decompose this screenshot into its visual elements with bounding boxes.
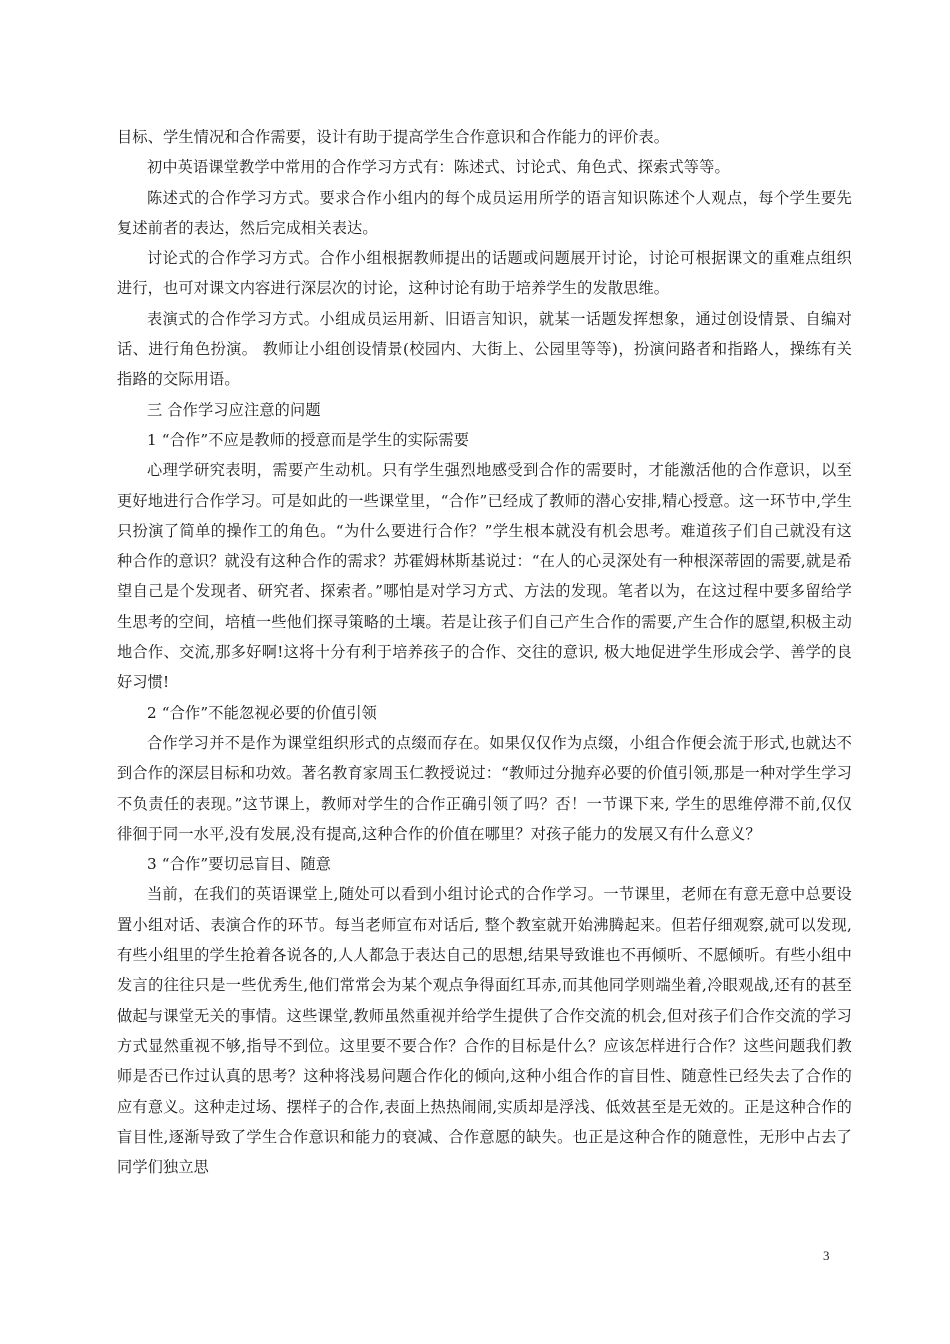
- page-number: 3: [823, 1248, 830, 1263]
- paragraph: 陈述式的合作学习方式。要求合作小组内的每个成员运用所学的语言知识陈述个人观点，每个学生要先复述前者的表达，然后完成相关表达。: [117, 188, 852, 237]
- paragraph: 讨论式的合作学习方式。合作小组根据教师提出的话题或问题展开讨论，讨论可根据课文的重难点组织进行，也可对课文内容进行深层次的讨论，这种讨论有助于培养学生的发散思维。: [117, 249, 852, 298]
- paragraph: 初中英语课堂教学中常用的合作学习方式有：陈述式、讨论式、角色式、探索式等等。: [147, 158, 730, 177]
- subsection-heading: 3 “合作”要切忌盲目、随意: [147, 855, 331, 874]
- paragraph: 目标、学生情况和合作需要，设计有助于提高学生合作意识和合作能力的评价表。: [117, 128, 670, 146]
- subsection-heading: 1 “合作”不应是教师的授意而是学生的实际需要: [147, 430, 470, 449]
- subsection-heading: 2 “合作”不能忽视必要的价值引领: [147, 703, 378, 722]
- paragraph: 合作学习并不是作为课堂组织形式的点缀而存在。如果仅仅作为点缀，小组合作便会流于形式,也就达不到合作的深层目标和功效。著名教育家周玉仁教授说过：“教师过分抛弃必要的价值引领,那是一种对学生学习不负责任的表现。”这节课上，教师对学生的合作正确引领了吗？否！一节课下来, 学生的思维停滞不前,仅仅徘徊于同一水平,没有发展,没有提高,这种合作的价值在哪里？对孩子能力的发展又有什么意义？: [117, 733, 852, 843]
- paragraph: 当前，在我们的英语课堂上,随处可以看到小组讨论式的合作学习。一节课里，老师在有意无意中总要设置小组对话、表演合作的环节。每当老师宣布对话后, 整个教室就开始沸腾起来。但若仔细观察,就可以发现,有些小组里的学生抢着各说各的,人人都急于表达自己的思想,结果导致谁也不再倾听、不愿倾听。有些小组中发言的往往只是一些优秀生,他们常常会为某个观点争得面红耳赤,而其他同学则端坐着,冷眼观战,还有的甚至做起与课堂无关的事情。这些课堂,教师虽然重视并给学生提供了合作交流的机会,但对孩子们合作交流的学习方式显然重视不够,指导不到位。这里要不要合作？合作的目标是什么？应该怎样进行合作？这些问题我们教师是否已作过认真的思考？这种将浅易问题合作化的倾向,这种小组合作的盲目性、随意性已经失去了合作的应有意义。这种走过场、摆样子的合作,表面上热热闹闹,实质却是浮浅、低效甚至是无效的。正是这种合作的盲目性,逐渐导致了学生合作意识和能力的衰减、合作意愿的缺失。也正是这种合作的随意性，无形中占去了同学们独立思: [117, 885, 852, 1177]
- section-heading: 三 合作学习应注意的问题: [147, 400, 321, 419]
- paragraph: 心理学研究表明，需要产生动机。只有学生强烈地感受到合作的需要时，才能激活他的合作意识，以至更好地进行合作学习。可是如此的一些课堂里，“合作”已经成了教师的潜心安排,精心授意。这一环节中,学生只扮演了简单的操作工的角色。“为什么要进行合作？”学生根本就没有机会思考。难道孩子们自己就没有这种合作的意识？就没有这种合作的需求？苏霍姆林斯基说过：“在人的心灵深处有一种根深蒂固的需要,就是希望自己是个发现者、研究者、探索者。”哪怕是对学习方式、方法的发现。笔者以为，在这过程中要多留给学生思考的空间，培植一些他们探寻策略的土壤。若是让孩子们自己产生合作的需要,产生合作的愿望,积极主动地合作、交流,那多好啊!这将十分有利于培养孩子的合作、交往的意识, 极大地促进学生形成会学、善学的良好习惯!: [117, 461, 852, 692]
- paragraph: 表演式的合作学习方式。小组成员运用新、旧语言知识，就某一话题发挥想象，通过创设情景、自编对话、进行角色扮演。 教师让小组创设情景(校园内、大街上、公园里等等)，扮演问路者和指路人，操练有关指路的交际用语。: [117, 309, 852, 389]
- body-text: [117, 122, 852, 1182]
